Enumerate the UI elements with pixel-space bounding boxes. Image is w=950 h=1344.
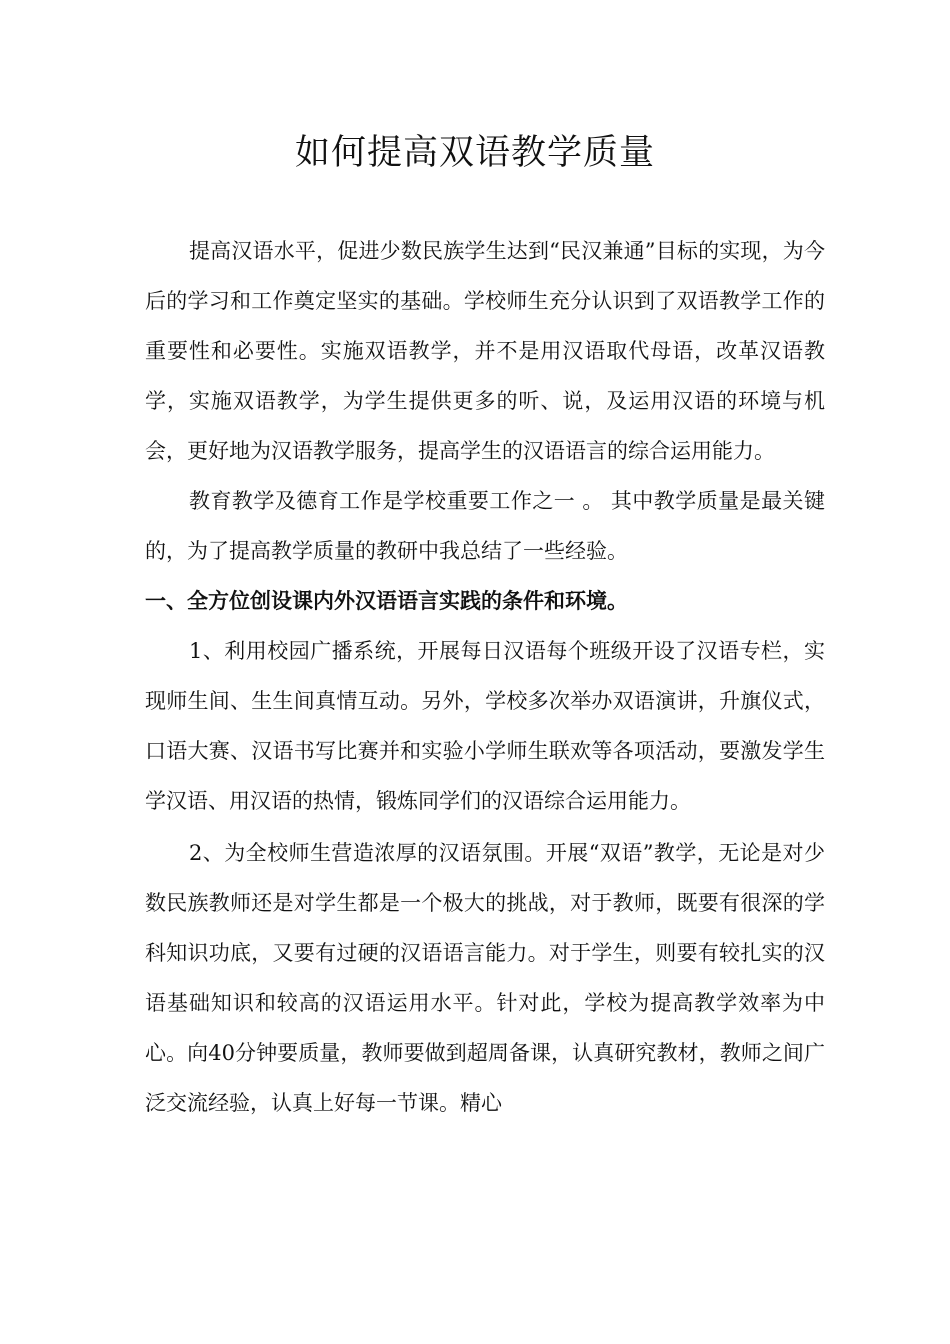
- document-body: [145, 226, 825, 1128]
- list-item: 2、为全校师生营造浓厚的汉语氛围。开展“双语”教学，无论是对少数民族教师还是对学生都是一个极大的挑战，对于教师，既要有很深的学科知识功底，又要有过硬的汉语语言能力。对于学生，则要有较扎实的汉语基础知识和较高的汉语运用水平。针对此，学校为提高教学效率为中心。向40分钟要质量，教师要做到超周备课，认真研究教材，教师之间广泛交流经验，认真上好每一节课。精心: [145, 841, 825, 1115]
- document-title: 如何提高双语教学质量: [294, 133, 655, 173]
- intro-paragraph: 提高汉语水平，促进少数民族学生达到“民汉兼通”目标的实现，为今后的学习和工作奠定坚实的基础。学校师生充分认识到了双语教学工作的重要性和必要性。实施双语教学，并不是用汉语取代母语，改革汉语教学，实施双语教学，为学生提供更多的听、说，及运用汉语的环境与机会，更好地为汉语教学服务，提高学生的汉语语言的综合运用能力。: [145, 239, 825, 463]
- context-paragraph: 教育教学及德育工作是学校重要工作之一 。 其中教学质量是最关键的，为了提高教学质量的教研中我总结了一些经验。: [145, 489, 825, 563]
- list-item: 1、利用校园广播系统，开展每日汉语每个班级开设了汉语专栏，实现师生间、生生间真情互动。另外，学校多次举办双语演讲，升旗仪式，口语大赛、汉语书写比赛并和实验小学师生联欢等各项活动，要激发学生学汉语、用汉语的热情，锻炼同学们的汉语综合运用能力。: [145, 639, 825, 813]
- section-heading: 一、全方位创设课内外汉语语言实践的条件和环境。: [145, 588, 628, 613]
